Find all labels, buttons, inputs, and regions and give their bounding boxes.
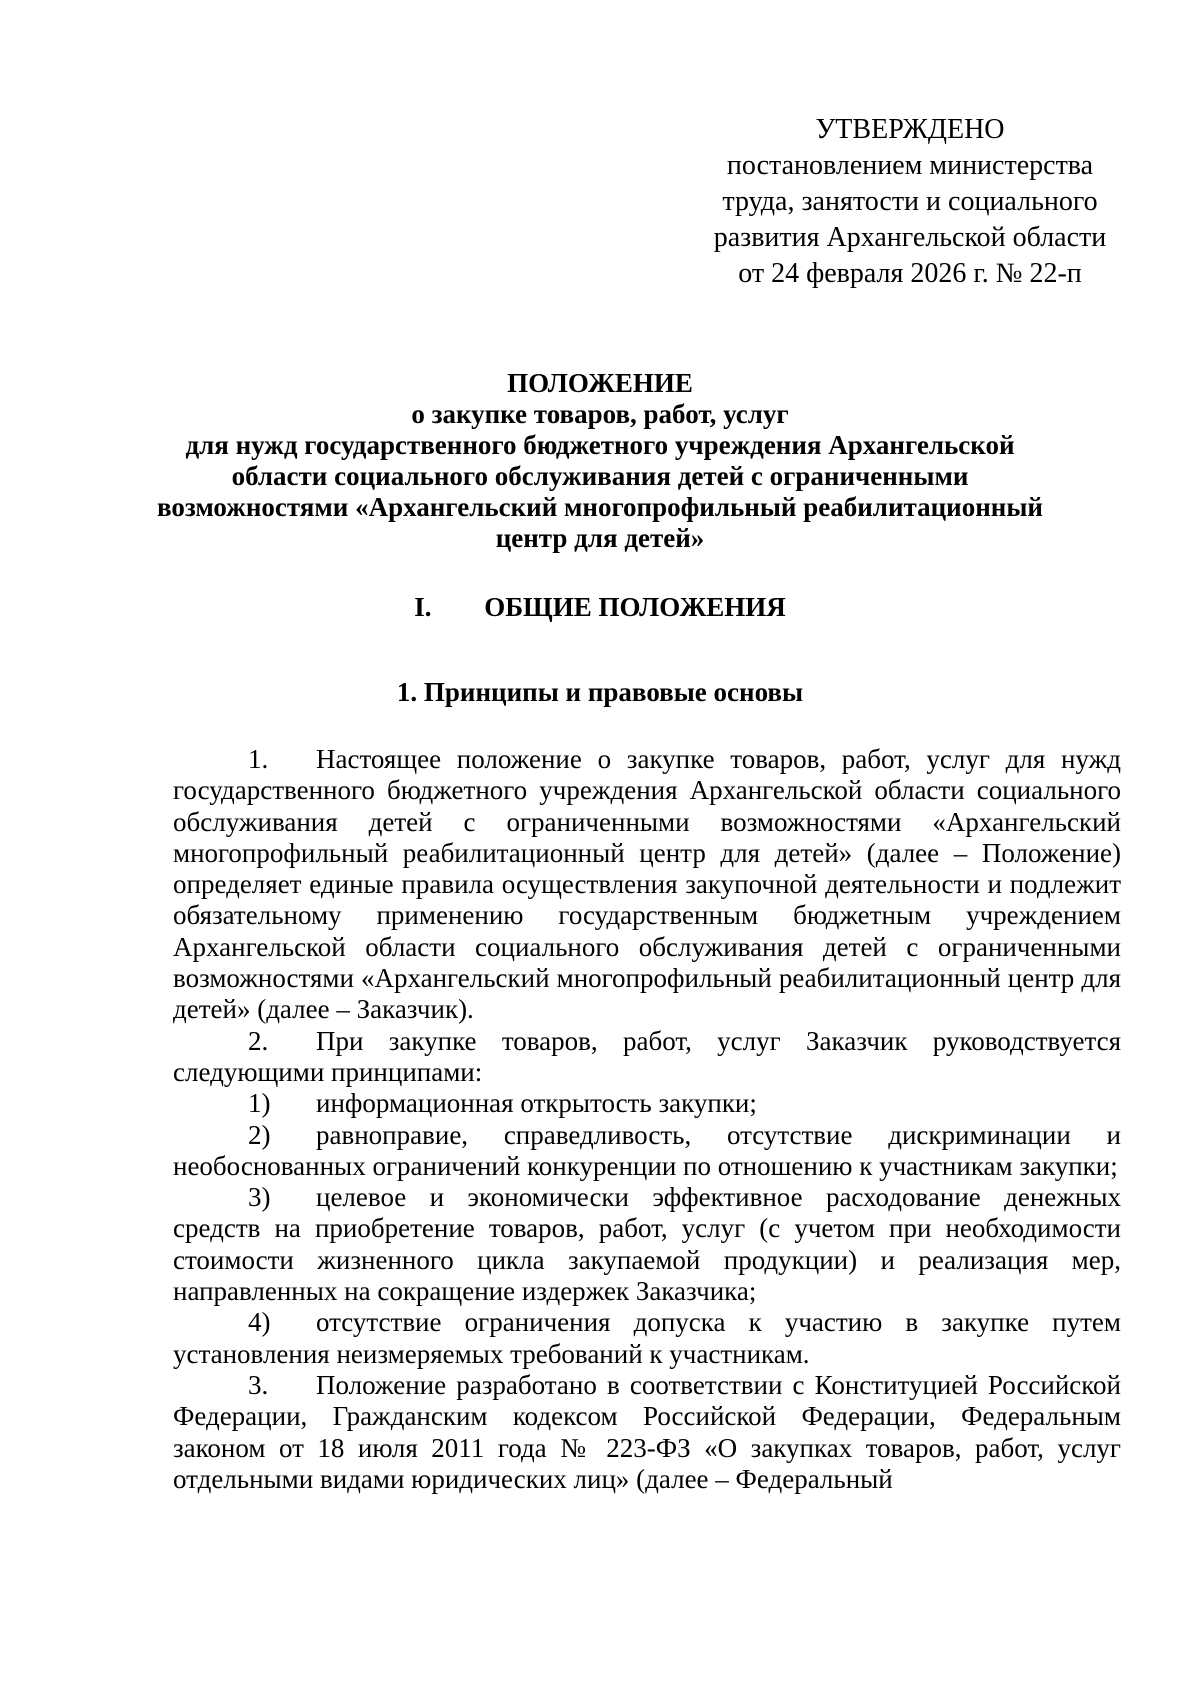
paragraph-text: Настоящее положение о закупке товаров, работ, услуг для нужд государственного бюджетного учреждения Архангельской области социального обслуживания детей с ограниченными возможностями «Архангельский многопрофильный реабилитационный центр для детей» (далее – Положение) определяет единые правила осуществления закупочной деятельности и подлежит обязательному применению государственным бюджетным учреждением Архангельской области социального обслуживания детей с ограниченными возможностями «Архангельский многопрофильный реабилитационный центр для детей» (далее – Заказчик). (173, 744, 1121, 1025)
list-item-text: отсутствие ограничения допуска к участию в закупке путем установления неизмеряемых требований к участникам. (173, 1307, 1121, 1369)
section-title: ОБЩИЕ ПОЛОЖЕНИЯ (484, 592, 786, 622)
subsection-heading: 1. Принципы и правовые основы (396, 677, 804, 707)
list-item-number: 3) (248, 1182, 271, 1213)
paragraph (173, 1370, 1121, 1495)
paragraph-number: 3. (248, 1369, 269, 1400)
approval-line: постановлением министерства (726, 150, 1094, 181)
title-line: области социального обслуживания детей с ограниченными (231, 461, 969, 491)
document-body (173, 744, 1121, 1495)
approval-line: труда, занятости и социального (722, 186, 1098, 217)
approval-stamp-block (700, 112, 1120, 292)
title-line: о закупке товаров, работ, услуг (411, 399, 789, 429)
title-line: возможностями «Архангельский многопрофильный реабилитационный (157, 492, 1043, 522)
title-line: для нужд государственного бюджетного учреждения Архангельской (185, 430, 1015, 460)
list-item-text: равноправие, справедливость, отсутствие дискриминации и необоснованных ограничений конкуренции по отношению к участникам закупки; (173, 1119, 1121, 1181)
paragraph-number: 2. (248, 1025, 269, 1056)
list-item-text: информационная открытость закупки; (316, 1088, 757, 1119)
list-item (173, 1307, 1121, 1370)
title-line: центр для детей» (495, 523, 705, 553)
section-number: I. (414, 592, 432, 622)
paragraph (173, 744, 1121, 1026)
list-item-number: 1) (248, 1088, 271, 1119)
list-item (173, 1120, 1121, 1183)
paragraph (173, 1026, 1121, 1089)
approval-date-line: от 24 февраля 2026 г. № 22-п (738, 258, 1082, 289)
list-item (173, 1182, 1121, 1307)
list-item-number: 2) (248, 1119, 271, 1150)
title-line: ПОЛОЖЕНИЕ (507, 368, 693, 398)
paragraph-text: При закупке товаров, работ, услуг Заказчик руководствуется следующими принципами: (173, 1025, 1121, 1087)
list-item-number: 4) (248, 1307, 271, 1338)
section-heading (150, 592, 1050, 623)
document-title (150, 368, 1050, 554)
paragraph-number: 1. (248, 744, 269, 774)
paragraph-text: Положение разработано в соответствии с Конституцией Российской Федерации, Гражданским кодексом Российской Федерации, Федеральным законом от 18 июля 2011 года № 223-ФЗ «О закупках товаров, работ, услуг отдельными видами юридических лиц» (далее – Федеральный (173, 1369, 1121, 1494)
list-item-text: целевое и экономически эффективное расходование денежных средств на приобретение товаров, работ, услуг (с учетом при необходимости стоимости жизненного цикла закупаемой продукции) и реализация мер, направленных на сокращение издержек Заказчика; (173, 1182, 1121, 1307)
approval-line: развития Архангельской области (713, 222, 1107, 253)
list-item (173, 1088, 1121, 1119)
approval-heading: УТВЕРЖДЕНО (815, 114, 1005, 145)
